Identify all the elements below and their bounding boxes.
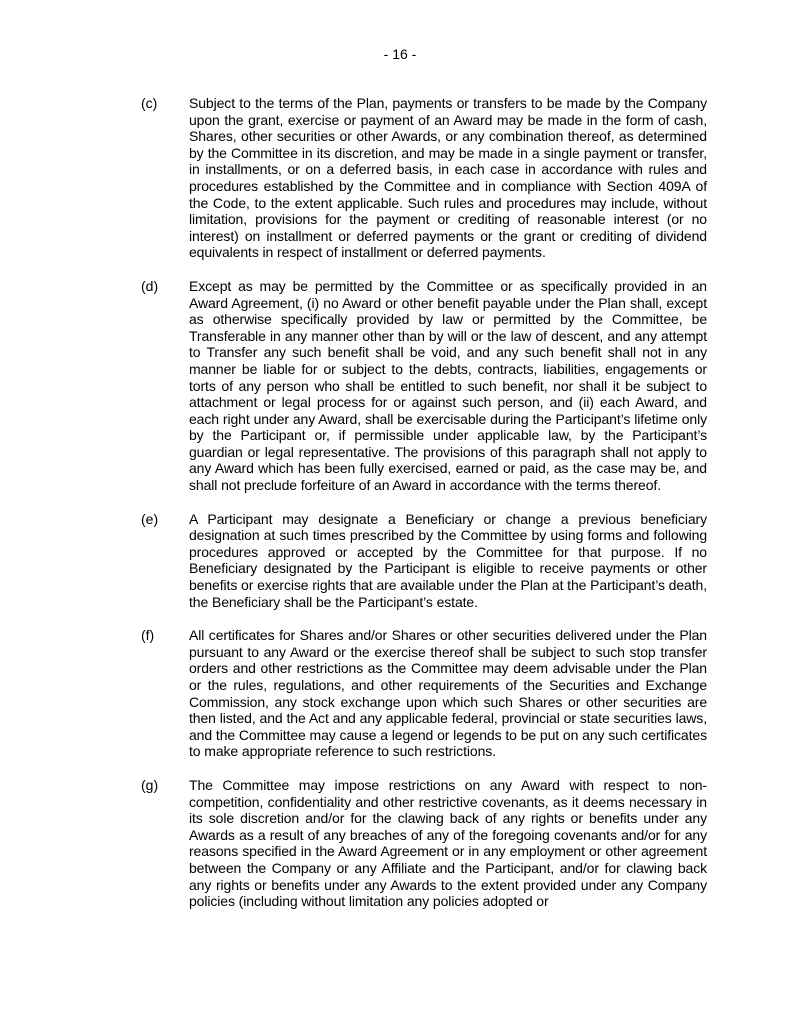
clause-label: (f) <box>141 627 155 644</box>
clause-text: A Participant may designate a Beneficiary or change a previous beneficiary designation at such times prescribed by the Committee by using forms and following procedures approved or accepted by the Committee for that purpose. If no Beneficiary designated by the Participant is eligible to receive payments or other benefits or exercise rights that are available under the Plan at the Participant’s death, the Beneficiary shall be the Participant’s estate. <box>189 510 707 610</box>
clause-c <box>0 95 800 261</box>
clause-text: All certificates for Shares and/or Shares or other securities delivered under the Plan pursuant to any Award or the exercise thereof shall be subject to such stop transfer orders and other restrictions as the Committee may deem advisable under the Plan or the rules, regulations, and other requirements of the Securities and Exchange Commission, any stock exchange upon which such Shares or other securities are then listed, and the Act and any applicable federal, provincial or state securities laws, and the Committee may cause a legend or legends to be put on any such certificates to make appropriate reference to such restrictions. <box>189 627 707 760</box>
clause-list <box>0 95 800 927</box>
clause-label: (e) <box>141 510 159 527</box>
clause-label: (c) <box>141 95 158 111</box>
clause-g <box>0 777 800 910</box>
clause-text: The Committee may impose restrictions on any Award with respect to non-competition, confidentiality and other restrictive covenants, as it deems necessary in its sole discretion and/or for the clawing back of any rights or benefits under any Awards as a result of any breaches of any of the foregoing covenants and/or for any reasons specified in the Award Agreement or in any employment or other agreement between the Company or any Affiliate and the Participant, and/or for clawing back any rights or benefits under any Awards to the extent provided under any Company policies (including without limitation any policies adopted or <box>189 776 707 910</box>
clause-label: (g) <box>141 776 159 793</box>
clause-e <box>0 511 800 611</box>
clause-text: Subject to the terms of the Plan, payments or transfers to be made by the Company upon the grant, exercise or payment of an Award may be made in the form of cash, Shares, other securities or other Awards, or any combination thereof, as determined by the Committee in its discretion, and may be made in a single payment or transfer, in installments, or on a deferred basis, in each case in accordance with rules and procedures established by the Committee and in compliance with Section 409A of the Code, to the extent applicable. Such rules and procedures may include, without limitation, provisions for the payment or crediting of reasonable interest (or no interest) on installment or deferred payments or the grant or crediting of dividend equivalents in respect of installment or deferred payments. <box>189 95 707 261</box>
clause-f <box>0 627 800 760</box>
page-number: - 16 - <box>383 46 417 62</box>
clause-d <box>0 278 800 494</box>
clause-label: (d) <box>141 277 159 294</box>
clause-text: Except as may be permitted by the Committee or as specifically provided in an Award Agreement, (i) no Award or other benefit payable under the Plan shall, except as otherwise specifically provided by law or permitted by the Committee, be Transferable in any manner other than by will or the law of descent, and any attempt to Transfer any such benefit shall be void, and any such benefit shall not in any manner be liable for or subject to the debts, contracts, liabilities, engagements or torts of any person who shall be entitled to such benefit, nor shall it be subject to attachment or legal process for or against such person, and (ii) each Award, and each right under any Award, shall be exercisable during the Participant’s lifetime only by the Participant or, if permissible under applicable law, by the Participant’s guardian or legal representative. The provisions of this paragraph shall not apply to any Award which has been fully exercised, earned or paid, as the case may be, and shall not preclude forfeiture of an Award in accordance with the terms thereof. <box>189 277 707 494</box>
